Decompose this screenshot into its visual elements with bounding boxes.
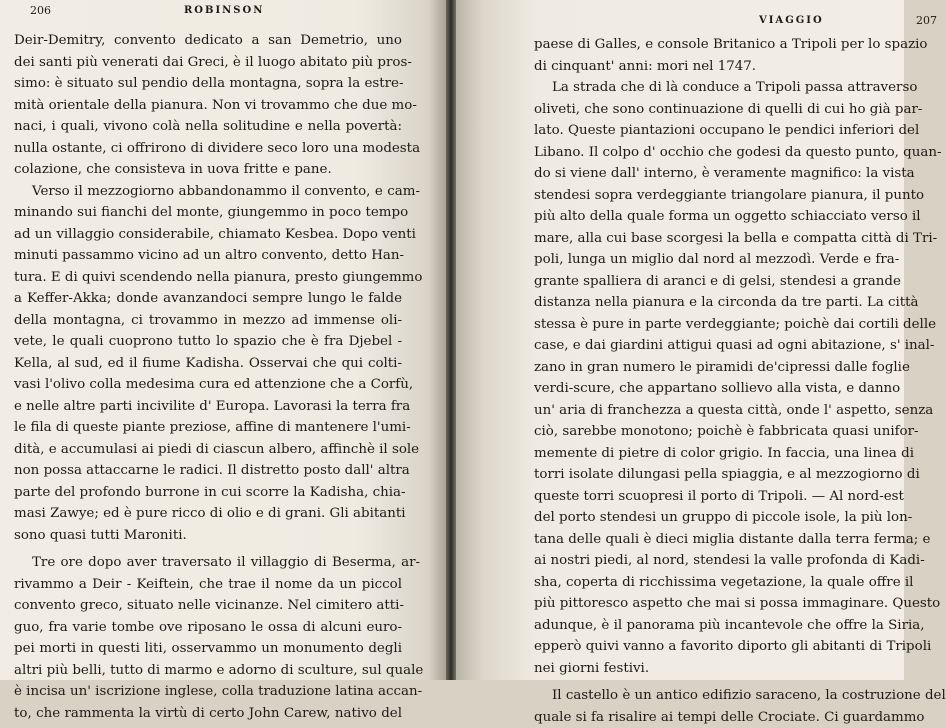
left-running-head: ROBINSON: [184, 5, 264, 16]
right-text-line: mare, alla cui base scorgesi la bella e compatta città di Tri-: [534, 228, 892, 250]
left-text-line: nulla ostante, ci offrirono di dividere seco loro una modesta: [14, 138, 402, 160]
left-text-line: ad un villaggio considerabile, chiamato Kesbea. Dopo venti: [14, 224, 402, 246]
right-text-line: paese di Galles, e console Britanico a Tripoli per lo spazio: [534, 34, 892, 56]
left-text-line: pei morti in questi liti, osservammo un monumento degli: [14, 638, 402, 660]
right-text-line: di cinquant' anni: mori nel 1747.: [534, 56, 892, 78]
right-text-line: stessa è pure in parte verdeggiante; poichè dai cortili delle: [534, 314, 892, 336]
right-page: [456, 0, 904, 680]
left-page-header: [14, 4, 406, 24]
left-text-line: mità orientale della pianura. Non vi trovammo che due mo-: [14, 95, 402, 117]
left-text-line: masi Zawye; ed è pure ricco di olio e di grani. Gli abitanti: [14, 503, 402, 525]
right-text-line: zano in gran numero le piramidi de'cipressi dalle foglie: [534, 357, 892, 379]
right-text-line: più pittoresco aspetto che mai si possa immaginare. Questo: [534, 593, 892, 615]
left-text-line: colazione, che consisteva in uova fritte e pane.: [14, 159, 402, 181]
right-text-line: Il castello è un antico edifizio saraceno, la costruzione del: [534, 685, 910, 707]
right-text-line: sha, coperta di ricchissima vegetazione, la quale offre il: [534, 572, 892, 594]
right-text-line: più alto della quale forma un oggetto schiacciato verso il: [534, 206, 892, 228]
left-text-line: vete, le quali cuoprono tutto lo spazio che è fra Djebel -: [14, 331, 402, 353]
left-text-line: è incisa un' iscrizione inglese, colla traduzione latina accan-: [14, 681, 402, 703]
right-text-line: torri isolate dilungasi pella spiaggia, e al mezzogiorno di: [534, 464, 892, 486]
right-text-line: Libano. Il colpo d' occhio che godesi da questo punto, quan-: [534, 142, 892, 164]
left-text-line: e nelle altre parti incivilite d' Europa. Lavorasi la terra fra: [14, 396, 402, 418]
left-text-line: minando sui fianchi del monte, giungemmo in poco tempo: [14, 202, 402, 224]
right-text-line: verdi-scure, che appartano sollievo alla vista, e danno: [534, 378, 892, 400]
left-text-line: dei santi più venerati dai Greci, è il luogo abitato più pros-: [14, 52, 402, 74]
right-text-line: La strada che di là conduce a Tripoli passa attraverso: [534, 77, 910, 99]
left-text-line: minuti passammo vicino ad un altro convento, detto Han-: [14, 245, 402, 267]
right-text-line: lato. Queste piantazioni occupano le pendici inferiori del: [534, 120, 892, 142]
right-text-line: ciò, sarebbe monotono; poichè è fabbricata quasi unifor-: [534, 421, 892, 443]
left-text-line: dità, e accumulasi ai piedi di ciascun albero, affinchè il sole: [14, 439, 402, 461]
left-text-line: le fila di queste piante preziose, affine di mantenere l'umi-: [14, 417, 402, 439]
right-text-line: memente di pietre di color grigio. In faccia, una linea di: [534, 443, 892, 465]
right-text-line: grante spalliera di aranci e di gelsi, stendesi a grande: [534, 271, 892, 293]
left-text-line: della montagna, ci trovammo in mezzo ad immense oli-: [14, 310, 402, 332]
book-gutter: [446, 0, 456, 680]
left-text-line: non possa attaccarne le radici. Il distretto posto dall' altra: [14, 460, 402, 482]
left-text-line: naci, i quali, vivono colà nella solitudine e nella povertà:: [14, 116, 402, 138]
right-text-line: stendesi sopra verdeggiante triangolare pianura, il punto: [534, 185, 892, 207]
left-text-line: parte del profondo burrone in cui scorre la Kadisha, chia-: [14, 482, 402, 504]
right-text-line: queste torri scuopresi il porto di Tripoli. — Al nord-est: [534, 486, 892, 508]
right-page-header: [534, 14, 894, 34]
left-text-line: vasi l'olivo colla medesima cura ed attenzione che a Corfù,: [14, 374, 402, 396]
right-text-line: tana delle quali è dieci miglia distante dalla terra ferma; e: [534, 529, 892, 551]
right-text-line: nei giorni festivi.: [534, 658, 892, 680]
right-text-line: poli, lunga un miglio dal nord al mezzodì. Verde e fra-: [534, 249, 892, 271]
right-running-head: VIAGGIO: [759, 15, 824, 26]
left-text-line: Verso il mezzogiorno abbandonammo il convento, e cam-: [14, 181, 420, 203]
left-page-number: 206: [30, 4, 51, 17]
left-text-line: a Keffer-Akka; donde avanzandoci sempre lungo le falde: [14, 288, 402, 310]
left-text-line: Kella, al sud, ed il fiume Kadisha. Osservai che qui colti-: [14, 353, 402, 375]
left-text-line: Tre ore dopo aver traversato il villaggio di Beserma, ar-: [14, 552, 420, 574]
right-text-line: quale si fa risalire ai tempi delle Crociate. Ci guardammo: [534, 707, 892, 728]
left-text-line: tura. E di quivi scendendo nella pianura, presto giungemmo: [14, 267, 402, 289]
left-page: [0, 0, 446, 680]
right-text-line: distanza nella pianura e la circonda da tre parti. La città: [534, 292, 892, 314]
left-text-line: rivammo a Deir - Keiftein, che trae il nome da un piccol: [14, 574, 402, 596]
left-text-line: convento greco, situato nelle vicinanze. Nel cimitero atti-: [14, 595, 402, 617]
right-text-line: case, e dai giardini attigui quasi ad ogni abitazione, s' inal-: [534, 335, 892, 357]
right-text-line: ai nostri piedi, al nord, stendesi la valle profonda di Kadi-: [534, 550, 892, 572]
left-text-line: Deir-Demitry, convento dedicato a san Demetrio, uno: [14, 30, 402, 52]
left-text-line: simo: è situato sul pendio della montagna, sopra la estre-: [14, 73, 402, 95]
left-text-line: guo, fra varie tombe ove riposano le ossa di alcuni euro-: [14, 617, 402, 639]
right-text-line: oliveti, che sono continuazione di quelli di cui ho già par-: [534, 99, 892, 121]
right-text-line: epperò quivi vanno a favorito diporto gli abitanti di Tripoli: [534, 636, 892, 658]
right-text-line: un' aria di franchezza a questa città, onde l' aspetto, senza: [534, 400, 892, 422]
right-page-number: 207: [916, 14, 937, 27]
right-text-line: do si viene dall' interno, è veramente magnifico: la vista: [534, 163, 892, 185]
left-text-line: sono quasi tutti Maroniti.: [14, 525, 402, 547]
right-text-line: del porto stendesi un gruppo di piccole isole, la più lon-: [534, 507, 892, 529]
left-text-line: to, che rammenta la virtù di certo John Carew, nativo del: [14, 703, 402, 725]
right-page-text: [534, 34, 894, 728]
left-page-text: [14, 30, 406, 724]
right-text-line: adunque, è il panorama più incantevole che offre la Siria,: [534, 615, 892, 637]
left-text-line: altri più belli, tutto di marmo e adorno di sculture, sul quale: [14, 660, 402, 682]
